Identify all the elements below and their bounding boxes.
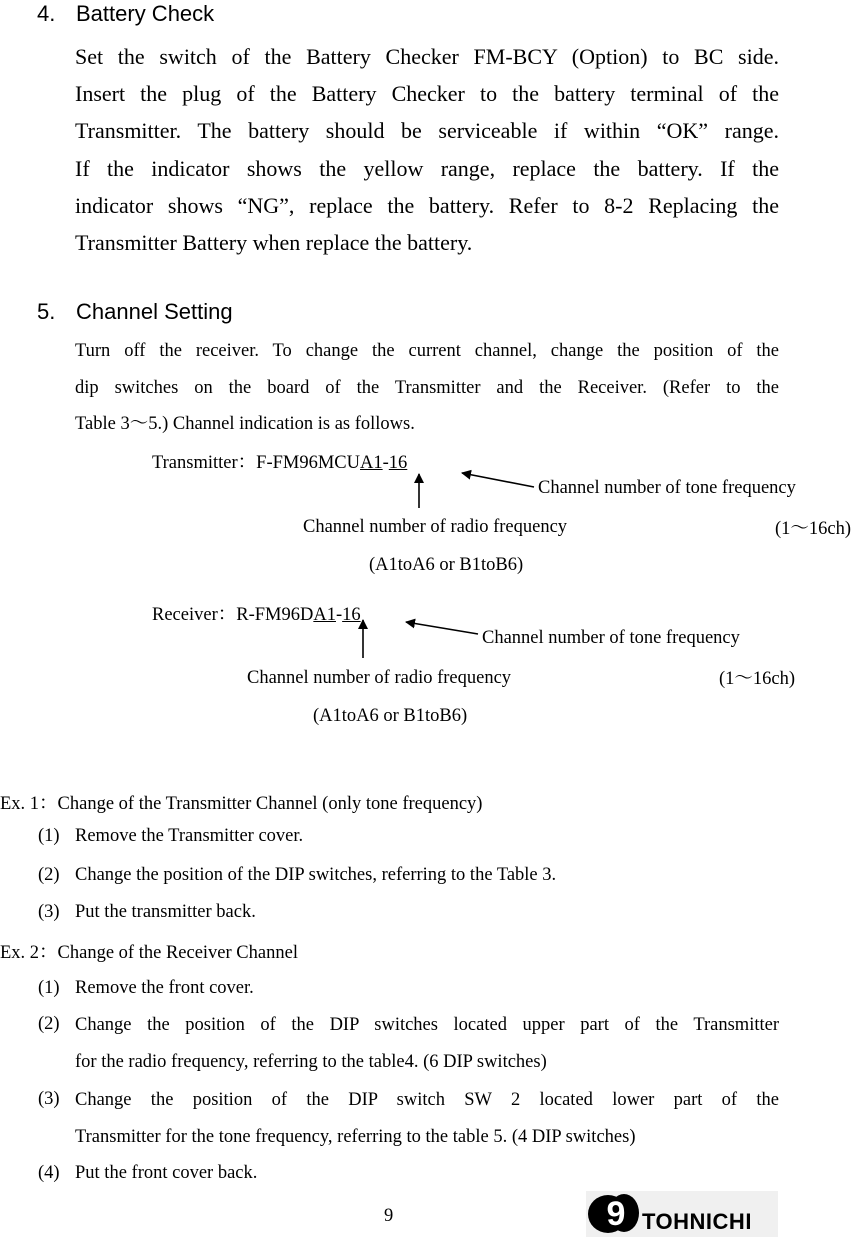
step-line: Change the position of the DIP switch SW 2 located lower part of the (75, 1090, 779, 1110)
ex2-step-text (75, 1082, 779, 1156)
ex2-step-num: (1) (38, 978, 60, 998)
transmitter-radio-code: A1 (360, 453, 383, 473)
ex1-step-text: Put the transmitter back. (75, 902, 256, 922)
step-line: for the radio frequency, referring to the table4. (6 DIP switches) (75, 1052, 547, 1072)
ex1-step-num: (3) (38, 902, 60, 922)
body-line: dip switches on the board of the Transmitter and the Receiver. (Refer to the (75, 377, 779, 398)
body-line: Set the switch of the Battery Checker FM-BCY (Option) to BC side. (75, 44, 779, 69)
body-line: Table 3～5.) Channel indication is as follows. (75, 414, 415, 434)
logo-mark: 9 (606, 1195, 626, 1233)
page-number: 9 (384, 1206, 394, 1226)
ex2-step-num: (3) (38, 1089, 60, 1109)
body-line: Transmitter. The battery should be serviceable if within “OK” range. (75, 118, 779, 144)
transmitter-tone-range: (1～16ch) (775, 519, 852, 539)
section-4-number: 4. (37, 1, 56, 26)
receiver-tone-range: (1～16ch) (719, 669, 796, 689)
transmitter-tone-code: 16 (388, 453, 408, 473)
ex1-title: Ex. 1：Change of the Transmitter Channel (only tone frequency) (0, 794, 483, 814)
body-line: Insert the plug of the Battery Checker to the battery terminal of the (75, 81, 779, 107)
receiver-code-dash: - (335, 605, 343, 625)
ex1-step-num: (2) (38, 865, 60, 885)
ex2-step-num: (4) (38, 1163, 60, 1183)
section-5-title: Channel Setting (76, 299, 233, 324)
body-line: If the indicator shows the yellow range, replace the battery. If the (75, 155, 779, 181)
body-line: indicator shows “NG”, replace the battery. Refer to 8-2 Replacing the (75, 192, 779, 218)
section-5-number: 5. (37, 299, 56, 324)
receiver-tone-arrow (406, 622, 478, 634)
receiver-model-prefix: Receiver：R-FM96D (152, 605, 314, 625)
ex2-step-num: (2) (38, 1014, 60, 1034)
receiver-tone-code: 16 (342, 605, 361, 625)
body-line: Turn off the receiver. To change the current channel, change the position of the (75, 341, 779, 361)
ex1-step-text: Remove the Transmitter cover. (75, 826, 304, 846)
section-4-title: Battery Check (76, 1, 215, 26)
transmitter-code-dash: - (382, 453, 389, 473)
receiver-radio-code: A1 (313, 605, 336, 625)
ex2-step-text: Remove the front cover. (75, 978, 254, 998)
ex2-title: Ex. 2：Change of the Receiver Channel (0, 943, 298, 963)
transmitter-radio-label: Channel number of radio frequency (303, 517, 568, 537)
logo-graphic (586, 1191, 778, 1237)
ex1-step-text: Change the position of the DIP switches, referring to the Table 3. (75, 865, 557, 885)
transmitter-model-prefix: Transmitter：F-FM96MCU (152, 453, 360, 473)
tohnichi-logo (586, 1191, 778, 1237)
receiver-radio-label: Channel number of radio frequency (247, 668, 512, 688)
receiver-radio-range: (A1toA6 or B1toB6) (313, 706, 468, 726)
transmitter-radio-range: (A1toA6 or B1toB6) (369, 555, 524, 575)
step-line: Change the position of the DIP switches located upper part of the Transmitter (75, 1015, 779, 1035)
receiver-tone-label: Channel number of tone frequency (482, 628, 740, 648)
transmitter-tone-arrow (462, 473, 534, 487)
body-line: Transmitter Battery when replace the battery. (75, 229, 473, 255)
ex2-step-text (75, 1007, 779, 1081)
ex2-step-text: Put the front cover back. (75, 1163, 258, 1183)
ex1-step-num: (1) (38, 826, 60, 846)
logo-wordmark: TOHNICHI (642, 1209, 752, 1234)
step-line: Transmitter for the tone frequency, referring to the table 5. (4 DIP switches) (75, 1127, 636, 1147)
transmitter-tone-label: Channel number of tone frequency (538, 478, 796, 498)
